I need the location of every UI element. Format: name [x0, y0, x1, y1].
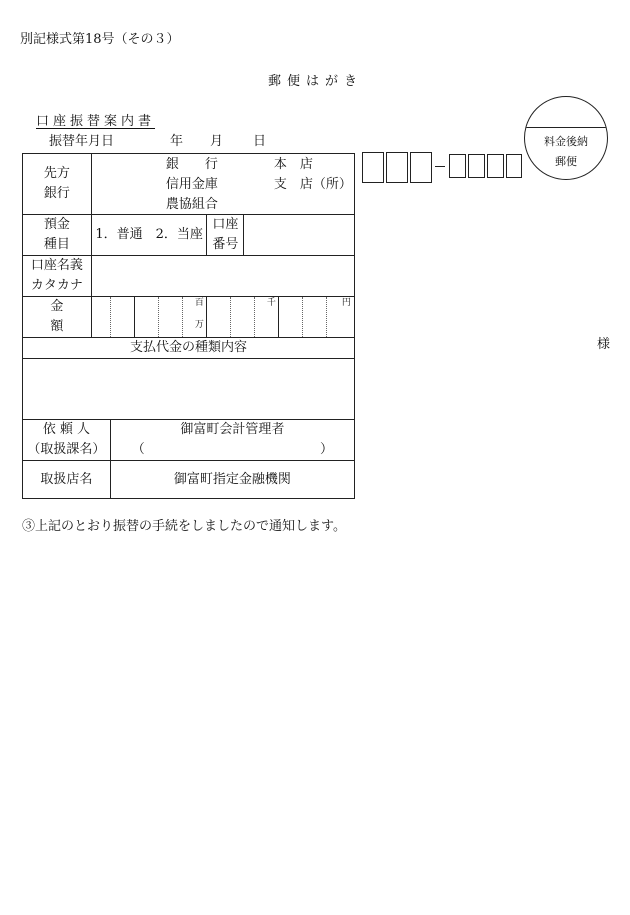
- zip-box[interactable]: [449, 154, 466, 178]
- bank-label-cell: [23, 154, 92, 215]
- requester-label-2: （取扱課名）: [27, 442, 106, 457]
- year-label: 年: [170, 134, 184, 149]
- addressee-honorific: 様: [597, 337, 611, 352]
- bank-type-bank: 銀 行: [165, 157, 218, 172]
- amount-label-cell: [23, 297, 92, 338]
- branch-name-label: 取扱店名: [23, 461, 111, 499]
- unit-hyaku: 百: [194, 298, 204, 308]
- stamp-text-postage: 料金後納: [544, 135, 588, 148]
- zip-box[interactable]: [506, 154, 522, 178]
- bank-type-agri: 農協組合: [165, 197, 218, 212]
- unit-sen: 千: [266, 298, 276, 308]
- day-label: 日: [253, 134, 267, 149]
- zip-box[interactable]: [386, 152, 408, 183]
- paren-open: （: [131, 442, 145, 457]
- requester-field[interactable]: [110, 420, 354, 461]
- holder-label-1: 口座名義: [30, 258, 83, 273]
- bank-name-field[interactable]: [91, 154, 354, 215]
- unit-en: 円: [341, 298, 351, 308]
- requester-label-1: 依 頼 人: [42, 422, 91, 437]
- branch-type-main: 本 店: [273, 157, 313, 172]
- transfer-form-table: [22, 153, 355, 499]
- month-label: 月: [210, 134, 224, 149]
- branch-type-branch: 支 店（所）: [273, 177, 352, 192]
- account-holder-label-cell: [23, 256, 92, 297]
- postage-stamp-mark: [524, 96, 608, 180]
- payment-type-header: 支払代金の種類内容: [23, 338, 355, 359]
- zip-box[interactable]: [468, 154, 485, 178]
- footer-note: ③上記のとおり振替の手続をしましたので通知します。: [22, 519, 346, 534]
- zip-dash: [435, 166, 445, 167]
- account-label-1: 口座: [212, 217, 239, 232]
- payment-type-field[interactable]: [23, 359, 355, 420]
- amount-label-1: 金: [50, 299, 64, 314]
- account-label-2: 番号: [212, 237, 239, 252]
- notice-title: 口座振替案内書: [36, 114, 156, 129]
- form-number: 別記様式第18号（その３）: [20, 32, 180, 47]
- account-number-field[interactable]: [244, 215, 355, 256]
- account-holder-field[interactable]: [91, 256, 354, 297]
- zip-box[interactable]: [487, 154, 504, 178]
- bank-label-2: 銀行: [43, 186, 70, 201]
- zip-box[interactable]: [362, 152, 384, 183]
- bank-type-credit: 信用金庫: [165, 177, 218, 192]
- holder-label-2: カタカナ: [30, 278, 83, 293]
- stamp-text-mail: 郵便: [555, 155, 577, 168]
- amount-label-2: 額: [50, 319, 64, 334]
- paren-close: ）: [319, 442, 333, 457]
- deposit-label-1: 預金: [43, 217, 70, 232]
- branch-name-value: 御富町指定金融機関: [110, 461, 354, 499]
- account-number-label-cell: [207, 215, 244, 256]
- amount-field[interactable]: [91, 297, 354, 338]
- unit-man: 万: [194, 320, 204, 330]
- bank-label-1: 先方: [43, 166, 70, 181]
- deposit-type-label-cell: [23, 215, 92, 256]
- deposit-type-options[interactable]: 1．普通 2．当座: [91, 215, 207, 256]
- requester-name: 御富町会計管理者: [180, 422, 285, 437]
- deposit-label-2: 種目: [43, 237, 70, 252]
- requester-label-cell: [23, 420, 111, 461]
- transfer-date-label: 振替年月日: [49, 134, 115, 149]
- postcard-title: 郵便はがき: [268, 74, 364, 89]
- zip-box[interactable]: [410, 152, 432, 183]
